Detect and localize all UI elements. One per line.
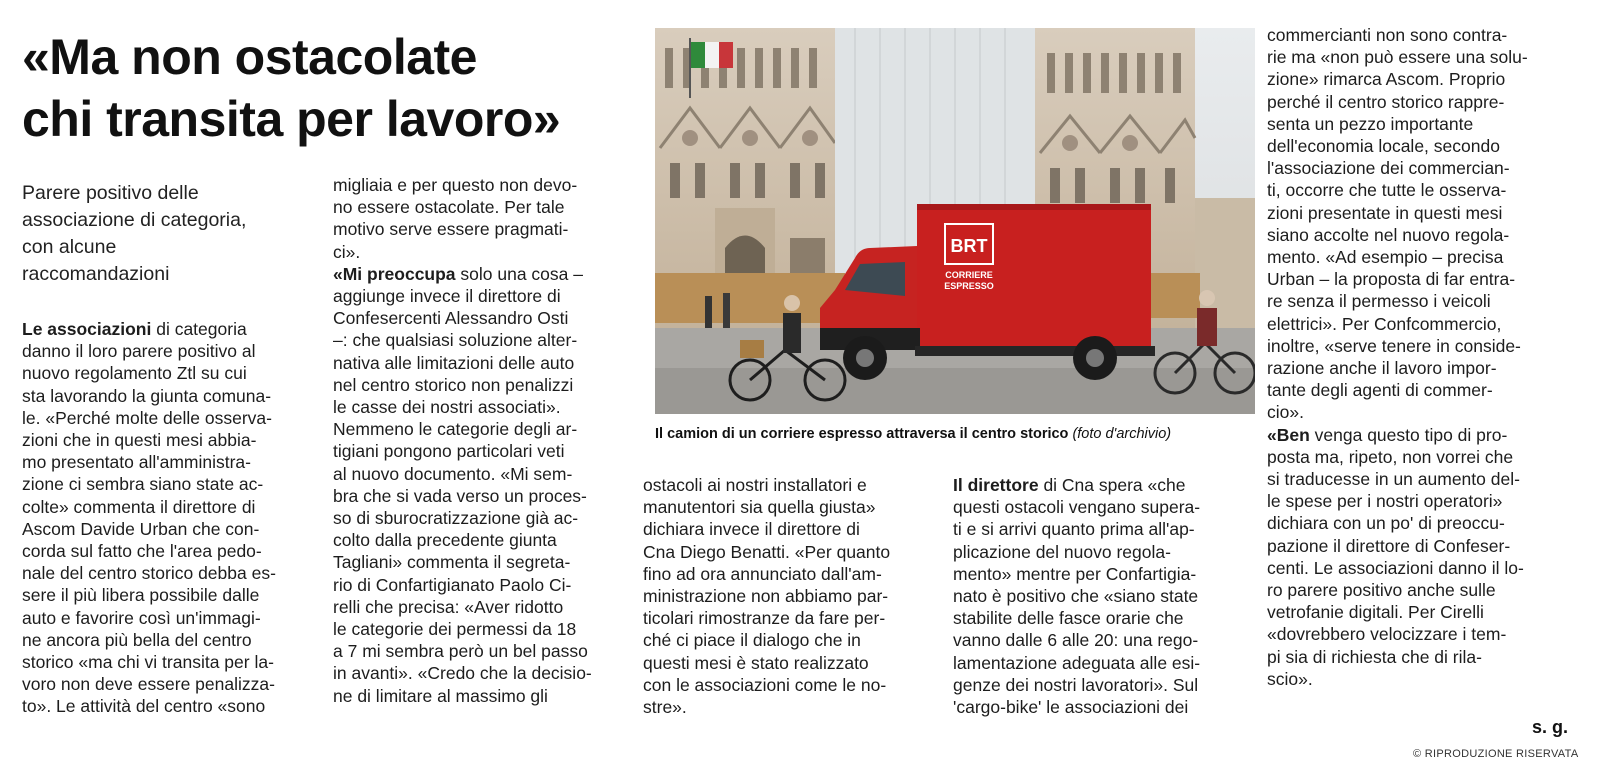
text-line xyxy=(22,318,312,340)
text-line: ti e si arrivi quanto prima all'ap- xyxy=(953,519,1195,540)
text-line: storico «ma chi vi transita per la- xyxy=(22,652,274,673)
paragraph-lead-rest: di Cna spera «che xyxy=(1038,475,1186,495)
text-line: colte» commenta il direttore di xyxy=(22,496,256,517)
headline xyxy=(22,26,662,150)
copyright-notice: © RIPRODUZIONE RISERVATA xyxy=(1413,748,1579,760)
text-line: migliaia e per questo non devo- xyxy=(333,175,578,195)
text-column-3 xyxy=(643,474,943,718)
text-line: zione» rimarca Ascom. Proprio xyxy=(1267,69,1506,90)
text-line: bra che si vada verso un proces- xyxy=(333,485,587,506)
text-line: tigiani pongono particolari veti xyxy=(333,441,565,462)
text-line: le categorie dei permessi da 18 xyxy=(333,619,577,640)
text-line: tante degli agenti di commer- xyxy=(1267,380,1493,401)
text-line: inoltre, «serve tenere in conside- xyxy=(1267,335,1521,356)
text-line: mo presentato all'amministra- xyxy=(22,452,251,473)
text-column-4 xyxy=(953,474,1253,718)
text-line: centi. Le associazioni danno il lo- xyxy=(1267,557,1524,578)
text-line: scio». xyxy=(1267,668,1313,689)
text-column-1 xyxy=(22,318,312,718)
text-line: sta lavorando la giunta comuna- xyxy=(22,385,272,406)
text-line: perché il centro storico rappre- xyxy=(1267,91,1505,112)
text-line: stabilite delle fasce orarie che xyxy=(953,608,1184,629)
text-line: rie ma «non può essere una solu- xyxy=(1267,47,1528,68)
text-line: genze dei nostri lavoratori». Sul xyxy=(953,674,1199,695)
truck-logo: BRT xyxy=(950,236,988,256)
text-line: 'cargo-bike' le associazioni dei xyxy=(953,697,1189,718)
text-line: ministrazione non abbiamo par- xyxy=(643,586,889,607)
subtitle-line-1: Parere positivo delle xyxy=(22,182,199,204)
text-line: ché ci piace il dialogo che in xyxy=(643,630,861,651)
text-line: plicazione del nuovo regola- xyxy=(953,541,1171,562)
text-line: zioni che in questi mesi abbia- xyxy=(22,430,257,451)
truck-text-2: ESPRESSO xyxy=(944,281,994,291)
text-line: stre». xyxy=(643,697,687,718)
text-line: con le associazioni come le no- xyxy=(643,674,887,695)
text-line: ne di limitare al massimo gli xyxy=(333,685,548,706)
text-line: colto dalla precedente giunta xyxy=(333,530,557,551)
text-line: posta ma, ripeto, non vorrei che xyxy=(1267,446,1514,467)
subtitle xyxy=(22,180,322,288)
text-line: danno il loro parere positivo al xyxy=(22,341,256,362)
headline-line-2: chi transita per lavoro» xyxy=(22,91,561,147)
text-line: senta un pezzo importante xyxy=(1267,113,1474,134)
text-line: Confesercenti Alessandro Osti xyxy=(333,308,569,329)
text-line: le spese per i nostri operatori» xyxy=(1267,491,1503,512)
text-line: –: che qualsiasi soluzione alter- xyxy=(333,330,578,351)
text-line: in avanti». «Credo che la decisio- xyxy=(333,663,592,684)
text-line: ne ancora più bella del centro xyxy=(22,629,252,650)
text-line: Ascom Davide Urban che con- xyxy=(22,518,260,539)
article-photo xyxy=(655,28,1255,414)
text-line: corda sul fatto che l'area pedo- xyxy=(22,541,262,562)
text-line: relli che precisa: «Aver ridotto xyxy=(333,596,564,617)
text-line: to». Le attività del centro «sono xyxy=(22,696,266,717)
text-line: questi mesi è stato realizzato xyxy=(643,652,869,673)
paragraph-lead: Il direttore xyxy=(953,475,1039,495)
text-line: l'associazione dei commercian- xyxy=(1267,158,1510,179)
subtitle-line-3: con alcune xyxy=(22,236,117,258)
text-column-5 xyxy=(1267,24,1567,690)
paragraph-lead: «Ben xyxy=(1267,424,1310,445)
text-line: nativa alle limitazioni delle auto xyxy=(333,352,575,373)
text-line: auto e favorire così un'immagi- xyxy=(22,607,261,628)
text-line: dichiara invece il direttore di xyxy=(643,519,860,540)
paragraph-lead: «Mi preoccupa xyxy=(333,263,456,284)
text-line: nuovo regolamento Ztl su cui xyxy=(22,363,247,384)
photo-caption xyxy=(655,425,1255,443)
text-line: pazione il direttore di Confeser- xyxy=(1267,535,1511,556)
text-line: razione anche il lavoro impor- xyxy=(1267,358,1497,379)
text-line xyxy=(1267,424,1567,446)
text-line: dell'economia locale, secondo xyxy=(1267,136,1500,157)
caption-text: Il camion di un corriere espresso attraversa il centro storico xyxy=(655,426,1069,442)
text-line: Cna Diego Benatti. «Per quanto xyxy=(643,541,891,562)
text-line: rio di Confartigianato Paolo Ci- xyxy=(333,574,572,595)
text-line: Tagliani» commenta il segreta- xyxy=(333,552,571,573)
text-line: nale del centro storico debba es- xyxy=(22,563,276,584)
subtitle-line-4: raccomandazioni xyxy=(22,263,170,285)
text-line: lamentazione adeguata alle esi- xyxy=(953,652,1201,673)
text-line: siano accolte nel nuovo regola- xyxy=(1267,224,1510,245)
text-line: zione ci sembra siano state ac- xyxy=(22,474,264,495)
text-line: manutentori sia quella giusta» xyxy=(643,497,876,518)
text-line xyxy=(953,474,1253,496)
text-line: zioni presentate in questi mesi xyxy=(1267,202,1503,223)
text-line: Urban – la proposta di far entra- xyxy=(1267,269,1516,290)
text-line: motivo serve essere pragmati- xyxy=(333,219,569,240)
text-line: ti, occorre che tutte le osserva- xyxy=(1267,180,1507,201)
text-line xyxy=(333,263,633,285)
text-line: le. «Perché molte delle osserva- xyxy=(22,407,272,428)
paragraph-lead-rest: solo una cosa – xyxy=(455,263,583,284)
text-line: re senza il permesso i veicoli xyxy=(1267,291,1491,312)
caption-credit: (foto d'archivio) xyxy=(1072,426,1172,442)
paragraph-lead-rest: venga questo tipo di pro- xyxy=(1309,424,1508,445)
text-line: le casse dei nostri associati». xyxy=(333,397,561,418)
text-line: «dovrebbero velocizzare i tem- xyxy=(1267,624,1507,645)
text-line: dichiara con un po' di preoccu- xyxy=(1267,513,1505,534)
text-line: nel centro storico non penalizzi xyxy=(333,374,574,395)
text-line: ro parere positivo anche sulle xyxy=(1267,580,1496,601)
text-line: commercianti non sono contra- xyxy=(1267,25,1508,45)
text-line: so di sburocratizzazione già ac- xyxy=(333,508,579,529)
text-line: pi sia di richiesta che di rila- xyxy=(1267,646,1482,667)
text-line: ci». xyxy=(333,241,361,262)
text-line: nato è positivo che «siano state xyxy=(953,586,1199,607)
author-signature: s. g. xyxy=(1532,717,1569,737)
text-line: voro non deve essere penalizza- xyxy=(22,674,275,695)
truck-text-1: CORRIERE xyxy=(945,270,993,280)
text-line: fino ad ora annunciato dall'am- xyxy=(643,563,882,584)
text-line: mento. «Ad esempio – precisa xyxy=(1267,247,1504,268)
text-column-2 xyxy=(333,174,633,707)
text-line: si traducesse in un aumento del- xyxy=(1267,469,1520,490)
text-line: ostacoli ai nostri installatori e xyxy=(643,475,867,495)
cathedral-street-scene xyxy=(655,28,1255,414)
text-line: a 7 mi sembra però un bel passo xyxy=(333,641,588,662)
text-line: vanno dalle 6 alle 20: una rego- xyxy=(953,630,1199,651)
text-line: no essere ostacolate. Per tale xyxy=(333,197,565,218)
text-line: ticolari rimostranze da fare per- xyxy=(643,608,886,629)
paragraph-lead: Le associazioni xyxy=(22,319,152,339)
text-line: questi ostacoli vengano supera- xyxy=(953,497,1201,518)
text-line: cio». xyxy=(1267,402,1304,423)
text-line: al nuovo documento. «Mi sem- xyxy=(333,463,573,484)
text-line: Nemmeno le categorie degli ar- xyxy=(333,419,578,440)
text-line: mento» mentre per Confartigia- xyxy=(953,563,1197,584)
headline-line-1: «Ma non ostacolate xyxy=(22,29,477,85)
text-line: elettrici». Per Confcommercio, xyxy=(1267,313,1502,334)
text-line: aggiunge invece il direttore di xyxy=(333,286,561,307)
text-line: sere il più libera possibile dalle xyxy=(22,585,260,606)
subtitle-line-2: associazione di categoria, xyxy=(22,209,247,231)
paragraph-lead-rest: di categoria xyxy=(151,319,247,339)
text-line: vetrofanie digitali. Per Cirelli xyxy=(1267,602,1484,623)
